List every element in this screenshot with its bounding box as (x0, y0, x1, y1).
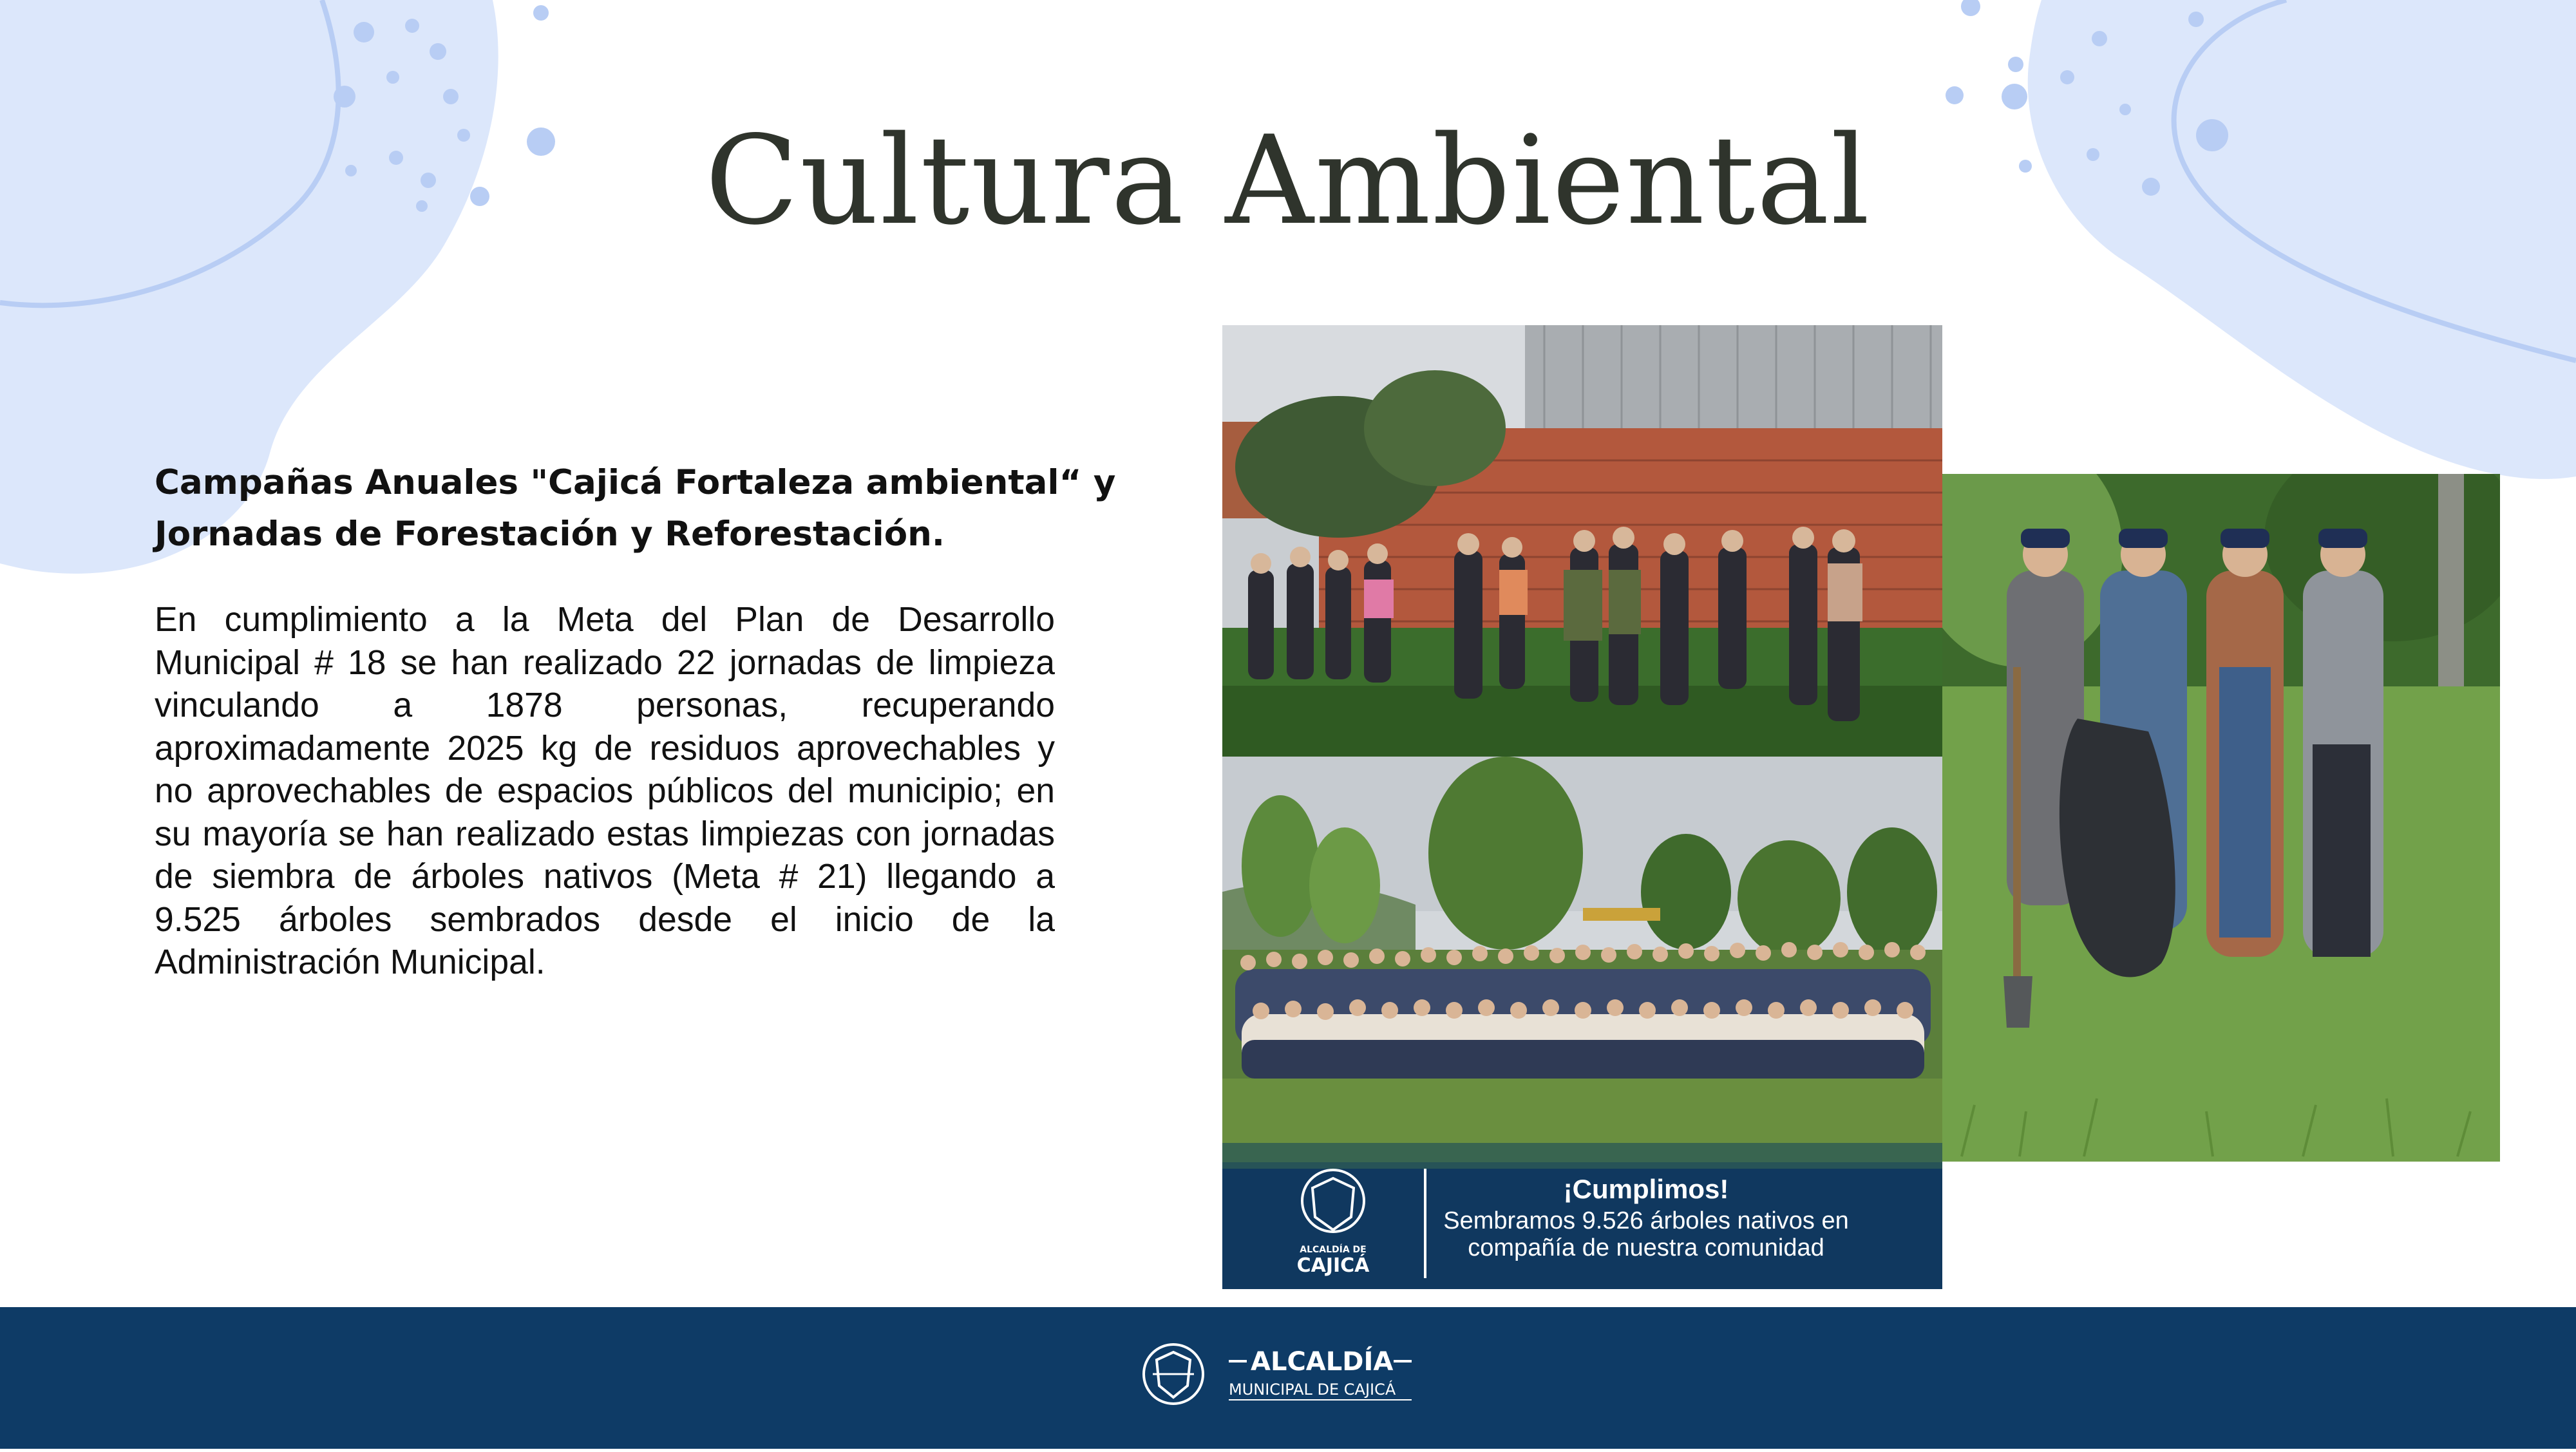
photo-caption-line-1: Sembramos 9.526 árboles nativos en (1443, 1207, 1849, 1234)
footer-logo-main: ALCALDÍA (1251, 1347, 1394, 1377)
subtitle-line-1: Campañas Anuales "Cajicá Fortaleza ambiental“ y (155, 463, 1116, 502)
photo-logo-name: CAJICÁ (1296, 1254, 1370, 1277)
subtitle-line-2: Jornadas de Forestación y Reforestación. (155, 514, 945, 554)
footer-logo-sub: MUNICIPAL DE CAJICÁ (1229, 1381, 1396, 1399)
body-paragraph: En cumplimiento a la Meta del Plan de Desarrollo Municipal # 18 se han realizado 22 jornadas de limpieza vinculando a 1878 personas, recuperando aproximadamente 2025 kg de residuos aprovechables y no aprovechables de espacios públicos del municipio; en su mayoría se han realizado estas limpiezas con jornadas de siembra de árboles nativos (Meta # 21) llegando a 9.525 árboles sembrados desde el inicio de la Administración Municipal. (155, 601, 1055, 981)
footer-emblem-icon (1144, 1344, 1203, 1404)
photo-caption-line-2: compañía de nuestra comunidad (1468, 1234, 1824, 1261)
section-subtitle (155, 457, 1121, 560)
photo-volunteers (1942, 474, 2500, 1162)
photo-logo-label: ALCALDÍA DE (1300, 1245, 1367, 1255)
footer-logo (0, 1307, 2576, 1449)
page-title: Cultura Ambiental (705, 109, 1871, 252)
photo-cleanup-activity (1222, 325, 1942, 757)
photo-caption-title: ¡Cumplimos! (1563, 1174, 1729, 1204)
footer-banner (0, 1307, 2576, 1449)
photo-community-group (1222, 757, 1942, 1289)
